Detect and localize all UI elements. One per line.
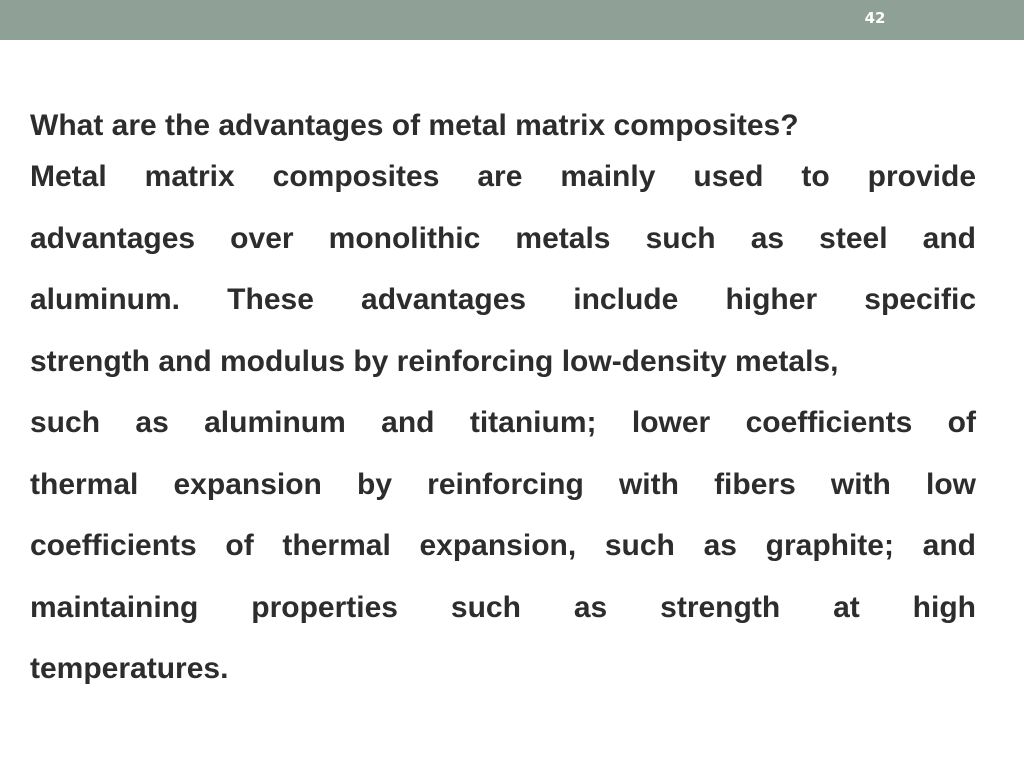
slide-content (30, 105, 976, 700)
answer-line: such as aluminum and titanium; lower coefficients of (30, 406, 976, 439)
answer-line: strength and modulus by reinforcing low-density metals, (30, 344, 839, 378)
answer-line: coefficients of thermal expansion, such as graphite; and (30, 529, 976, 562)
answer-line: advantages over monolithic metals such as steel and (30, 221, 976, 255)
answer-line: aluminum. These advantages include higher specific (30, 283, 976, 316)
question-heading: What are the advantages of metal matrix composites? (30, 109, 799, 142)
slide-number: 42 (864, 9, 886, 27)
answer-line: maintaining properties such as strength at high (30, 590, 976, 624)
answer-line: thermal expansion by reinforcing with fibers with low (30, 467, 976, 501)
answer-line: temperatures. (30, 652, 229, 685)
answer-line: Metal matrix composites are mainly used to provide (30, 160, 976, 193)
answer-paragraph (30, 146, 976, 700)
top-bar (0, 0, 1024, 40)
